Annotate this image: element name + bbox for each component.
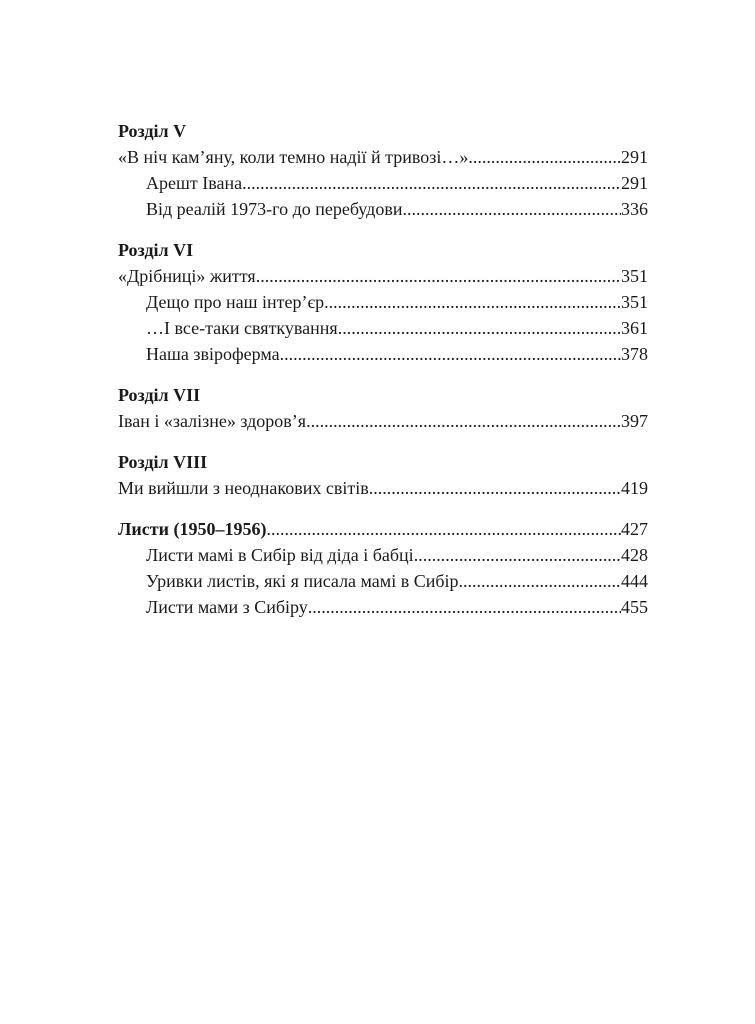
entry-title: Листи мами з Сибіру xyxy=(146,597,308,617)
leader-dots xyxy=(256,263,621,289)
entry-title: Іван і «залізне» здоров’я xyxy=(118,411,307,431)
entry-title: …І все-таки святкування xyxy=(146,318,338,338)
leader-dots xyxy=(324,289,621,315)
toc-section xyxy=(118,118,648,222)
entry-title: Листи (1950–1956) xyxy=(118,519,267,539)
toc-entry xyxy=(118,568,648,594)
section-heading: Розділ V xyxy=(118,121,187,141)
toc-section xyxy=(118,516,648,620)
leader-dots xyxy=(306,408,621,434)
leader-dots xyxy=(242,170,621,196)
entry-page: 361 xyxy=(621,318,648,338)
toc-entry xyxy=(118,341,648,367)
entry-title: «Дрібниці» життя xyxy=(118,266,256,286)
entry-title: Наша звіроферма xyxy=(146,344,280,364)
toc-entry xyxy=(118,516,648,542)
entry-title: «В ніч кам’яну, коли темно надії й тривозі…» xyxy=(118,147,469,167)
entry-title: Арешт Івана xyxy=(146,173,243,193)
toc-entry xyxy=(118,196,648,222)
toc xyxy=(118,118,648,620)
entry-page: 351 xyxy=(621,266,648,286)
toc-entry xyxy=(118,170,648,196)
leader-dots xyxy=(369,475,621,501)
section-heading: Розділ VI xyxy=(118,240,194,260)
entry-title: Листи мамі в Сибір від діда і бабці xyxy=(146,545,414,565)
entry-page: 291 xyxy=(621,147,648,167)
section-heading: Розділ VIII xyxy=(118,452,208,472)
entry-page: 428 xyxy=(621,545,648,565)
entry-page: 427 xyxy=(621,519,648,539)
toc-section xyxy=(118,237,648,367)
entry-page: 378 xyxy=(621,344,648,364)
toc-entry xyxy=(118,289,648,315)
toc-entry xyxy=(118,144,648,170)
entry-title: Ми вийшли з неоднакових світів xyxy=(118,478,369,498)
entry-page: 291 xyxy=(621,173,648,193)
leader-dots xyxy=(308,594,621,620)
leader-dots xyxy=(280,341,621,367)
entry-page: 419 xyxy=(621,478,648,498)
toc-entry xyxy=(118,542,648,568)
toc-entry xyxy=(118,475,648,501)
entry-page: 351 xyxy=(621,292,648,312)
leader-dots xyxy=(459,568,622,594)
leader-dots xyxy=(414,542,621,568)
toc-entry xyxy=(118,315,648,341)
leader-dots xyxy=(338,315,621,341)
entry-title: Дещо про наш інтер’єр xyxy=(146,292,325,312)
leader-dots xyxy=(402,196,621,222)
toc-entry xyxy=(118,408,648,434)
toc-entry xyxy=(118,594,648,620)
leader-dots xyxy=(266,516,621,542)
entry-title: Від реалій 1973-го до перебудови xyxy=(146,199,403,219)
entry-page: 444 xyxy=(621,571,648,591)
leader-dots xyxy=(468,144,621,170)
toc-section xyxy=(118,382,648,434)
toc-entry xyxy=(118,263,648,289)
entry-page: 336 xyxy=(621,199,648,219)
toc-section xyxy=(118,449,648,501)
entry-title: Уривки листів, які я писала мамі в Сибір xyxy=(146,571,459,591)
entry-page: 397 xyxy=(621,411,648,431)
entry-page: 455 xyxy=(621,597,648,617)
section-heading: Розділ VII xyxy=(118,385,201,405)
